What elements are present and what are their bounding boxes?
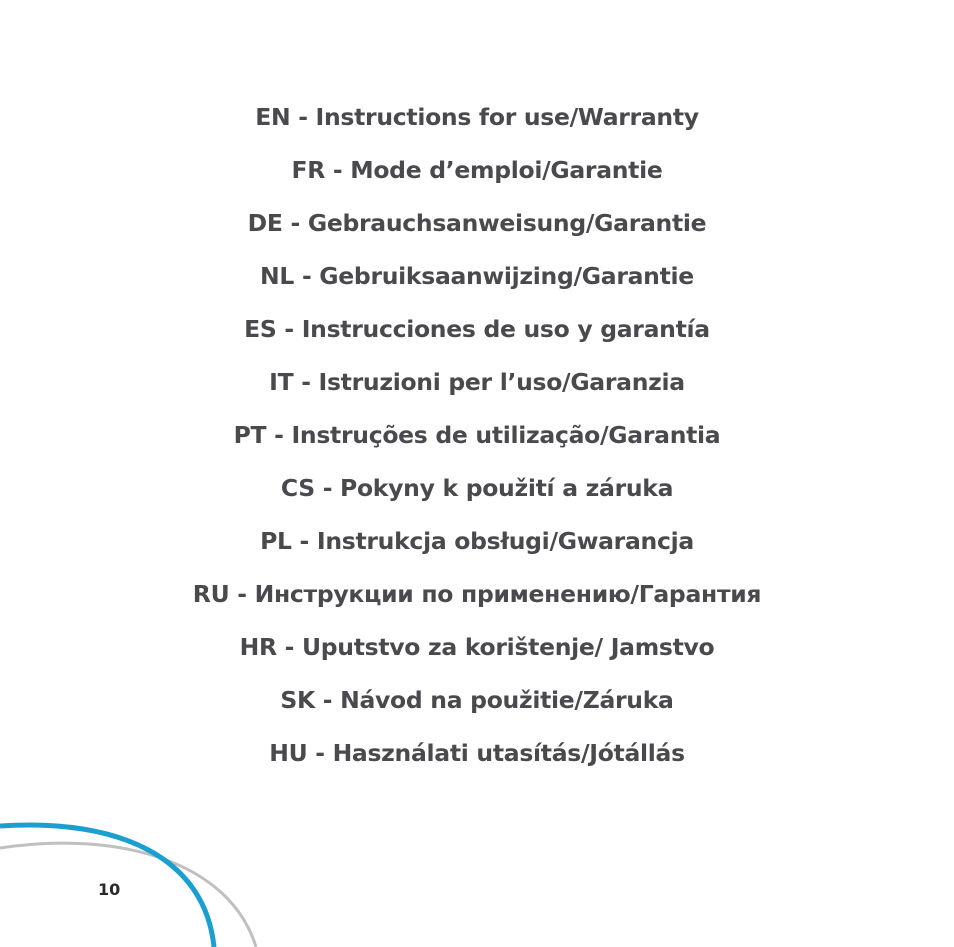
instruction-title-hr: HR - Uputstvo za korištenje/ Jamstvo [239, 633, 715, 661]
instruction-title-en: EN - Instructions for use/Warranty [255, 103, 699, 131]
instruction-title-pl: PL - Instrukcja obsługi/Gwarancja [260, 527, 694, 555]
instruction-title-cs: CS - Pokyny k použití a záruka [280, 474, 674, 502]
instruction-title-de: DE - Gebrauchsanweisung/Garantie [247, 209, 707, 237]
instruction-title-pt: PT - Instruções de utilização/Garantia [233, 421, 721, 449]
instruction-title-nl: NL - Gebruiksaanwijzing/Garantie [260, 262, 694, 290]
gray-arc [0, 843, 256, 947]
page-number: 10 [98, 880, 121, 899]
instruction-title-it: IT - Istruzioni per l’uso/Garanzia [269, 368, 685, 396]
instruction-title-es: ES - Instrucciones de uso y garantía [244, 315, 710, 343]
instruction-title-hu: HU - Használati utasítás/Jótállás [269, 739, 685, 767]
instruction-title-sk: SK - Návod na použitie/Záruka [280, 686, 674, 714]
instruction-title-fr: FR - Mode d’emploi/Garantie [291, 156, 663, 184]
instruction-title-ru: RU - Инструкции по применению/Гарантия [192, 580, 762, 608]
